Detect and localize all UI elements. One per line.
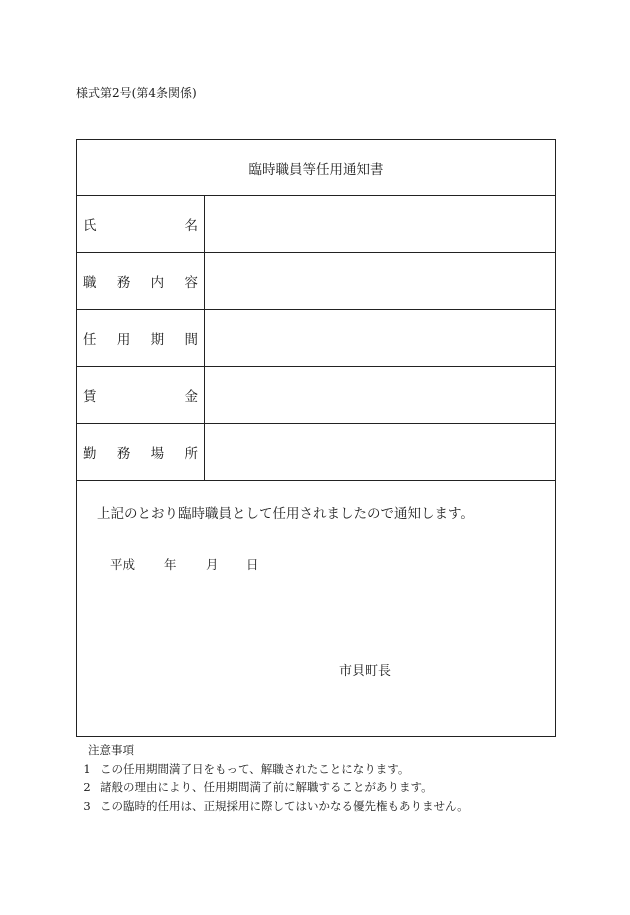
period-field[interactable] — [205, 310, 555, 366]
label-char: 任 — [83, 332, 97, 348]
row-wage — [77, 367, 555, 424]
label-char: 容 — [184, 275, 198, 291]
form-number: 様式第2号(第4条関係) — [76, 86, 197, 100]
label-char: 所 — [184, 446, 198, 462]
workplace-field[interactable] — [205, 424, 555, 480]
label-char: 賃 — [83, 389, 97, 405]
label-name — [77, 196, 205, 252]
label-wage — [77, 367, 205, 423]
label-workplace — [77, 424, 205, 480]
form-title-row — [77, 140, 555, 196]
label-char: 務 — [116, 446, 131, 462]
note-text: この任用期間満了日をもって、解職されたことになります。 — [100, 761, 410, 776]
date-era: 平成 — [110, 557, 136, 572]
row-period — [77, 310, 555, 367]
date-month-label: 月 — [206, 557, 219, 572]
label-char: 職 — [83, 275, 97, 291]
note-number: 1 — [83, 761, 91, 776]
notice-form — [76, 139, 556, 737]
row-name — [77, 196, 555, 253]
note-number: 3 — [83, 798, 91, 813]
label-char: 務 — [116, 275, 131, 291]
note-item — [76, 760, 469, 779]
date-year-label: 年 — [164, 557, 177, 572]
label-char: 期 — [150, 332, 165, 348]
label-char: 名 — [184, 218, 198, 234]
wage-field[interactable] — [205, 367, 555, 423]
duties-field[interactable] — [205, 253, 555, 309]
notice-statement: 上記のとおり臨時職員として任用されましたので通知します。 — [97, 506, 474, 522]
label-char: 間 — [184, 332, 198, 348]
label-period — [77, 310, 205, 366]
label-char: 場 — [150, 446, 165, 462]
issuer-name: 市貝町長 — [339, 664, 392, 679]
label-char: 内 — [150, 275, 165, 291]
note-text: この臨時的任用は、正規採用に際してはいかなる優先権もありません。 — [100, 798, 469, 813]
date-day-label: 日 — [246, 557, 259, 572]
note-item — [76, 778, 469, 797]
note-text: 諸般の理由により、任用期間満了前に解職することがあります。 — [100, 780, 433, 794]
notes-section — [76, 741, 469, 815]
label-duties — [77, 253, 205, 309]
row-duties — [77, 253, 555, 310]
label-char: 勤 — [83, 446, 97, 462]
label-char: 金 — [184, 389, 198, 405]
form-title: 臨時職員等任用通知書 — [248, 161, 384, 178]
notes-title: 注意事項 — [88, 743, 134, 757]
note-item — [76, 797, 469, 816]
name-field[interactable] — [205, 196, 555, 252]
label-char: 用 — [116, 332, 131, 348]
note-number: 2 — [83, 780, 91, 794]
row-workplace — [77, 424, 555, 481]
label-char: 氏 — [83, 218, 97, 234]
